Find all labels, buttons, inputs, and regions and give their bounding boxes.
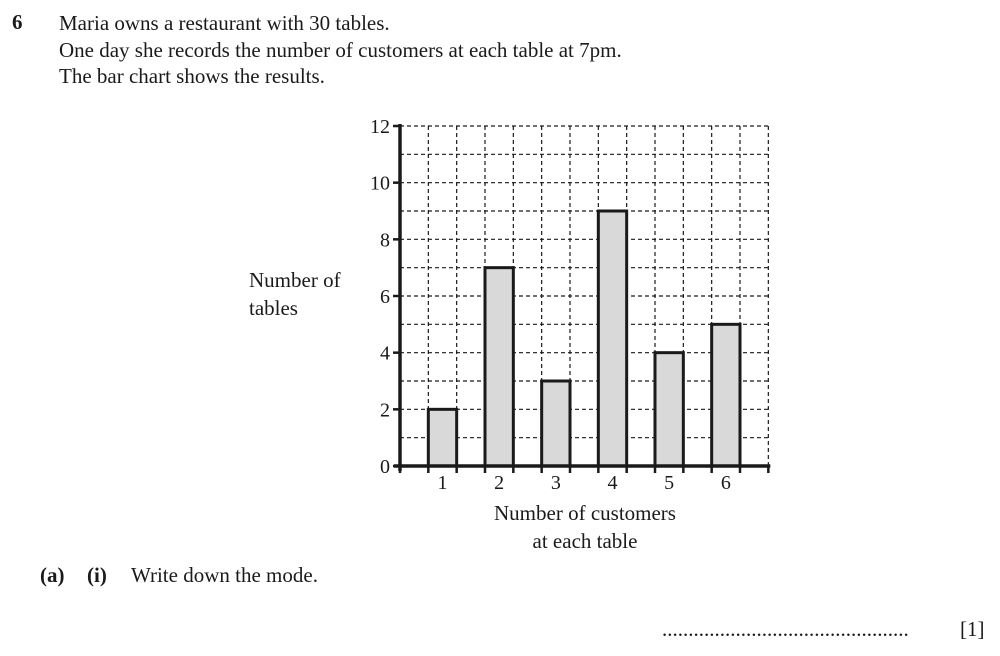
y-tick-label: 12 <box>370 116 390 138</box>
bar-4 <box>598 211 626 466</box>
x-axis-label-line-1: Number of customers <box>494 501 676 525</box>
y-tick-label: 8 <box>380 229 390 252</box>
x-tick-label: 6 <box>720 472 731 494</box>
question-number: 6 <box>12 10 23 34</box>
question-line-1: Maria owns a restaurant with 30 tables. <box>59 11 390 35</box>
bar-6 <box>712 324 740 466</box>
y-tick-label: 6 <box>380 286 390 308</box>
x-axis-label-line-2: at each table <box>532 529 638 553</box>
x-tick-label: 5 <box>664 472 675 494</box>
bar-3 <box>542 381 570 466</box>
bar-2 <box>485 268 513 466</box>
marks-label: [1] <box>960 617 985 641</box>
x-axis-label <box>470 499 700 555</box>
y-tick-label: 2 <box>380 399 390 422</box>
y-axis-label-line-2: tables <box>249 296 298 320</box>
question-line-3: The bar chart shows the results. <box>59 64 325 88</box>
part-a-i-label: (i) <box>87 563 107 587</box>
bar-1 <box>428 409 456 466</box>
question-line-2: One day she records the number of customers at each table at 7pm. <box>59 38 622 62</box>
part-a-i-question: Write down the mode. <box>131 563 318 587</box>
y-axis-label-line-1: Number of <box>249 268 341 292</box>
x-tick-label: 1 <box>437 472 448 494</box>
x-tick-labels <box>438 472 731 494</box>
y-tick-label: 4 <box>380 342 390 365</box>
part-a-label: (a) <box>40 563 65 587</box>
bar-5 <box>655 353 683 466</box>
y-tick-labels <box>370 116 390 478</box>
x-tick-label: 4 <box>607 472 618 494</box>
x-tick-label: 2 <box>494 472 505 494</box>
y-tick-label: 10 <box>370 172 390 195</box>
chart-bars <box>428 211 740 466</box>
y-tick-label: 0 <box>380 456 390 478</box>
answer-line[interactable]: ............................................... <box>662 617 909 641</box>
x-tick-label: 3 <box>550 472 561 494</box>
